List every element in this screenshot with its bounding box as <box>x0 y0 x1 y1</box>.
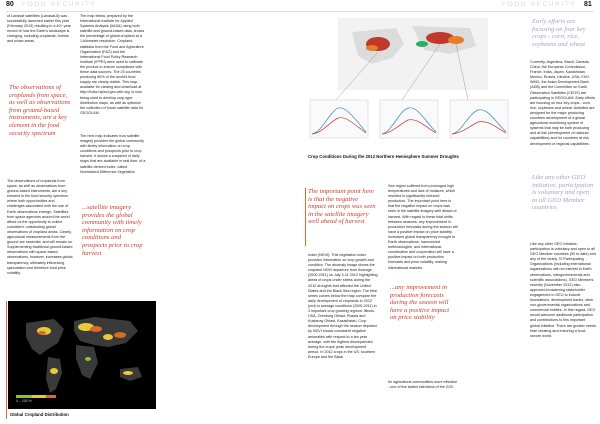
crop-conditions-graphic <box>300 14 522 152</box>
right-pull-quote-top: Early efforts are focusing on four key crops - corn, rice, soybeans and wheat <box>532 18 586 48</box>
map-legend-label: 0 – 100 % <box>16 399 32 403</box>
left-header-title: FOOD SECURITY <box>22 1 97 8</box>
crop-conditions-figure <box>300 14 522 152</box>
map-caption: Global Cropland Distribution <box>10 412 69 417</box>
mid-pull-quote: The important point here is that the negative impact on crops was seen in the satellite imagery well ahead of harvest <box>308 188 376 226</box>
map-accent-bar <box>6 301 7 419</box>
right-header-rule <box>300 11 594 12</box>
mid-right-col: Sea region suffered from prolonged high temperatures and lack of moisture, which resulted in significantly reduced production. The important point here is that the negative impact on crops was seen in the satellite imagery well ahead of harvest. With regard to these tidal shifts between seasons, any improvement in production forecasts during the season will have a positive impact on price stability. Increased global transparency brought to Earth observations, harmonized methodologies, and international coordination and cooperation will have a positive impact on both production forecasts and price volatility, making international markets <box>388 184 458 270</box>
global-cropland-map <box>8 301 156 409</box>
low-pull-quote: ...any improvement in production forecasts during the season will have a positive impact on price stability <box>390 284 450 322</box>
right-header-title: FOOD SECURITY <box>502 1 577 8</box>
mid-right-col-end <box>388 380 458 390</box>
pull-quote-accent-bar <box>305 188 306 246</box>
right-page-number: 81 <box>584 1 592 8</box>
right-col-bottom: Like any other GEO initiative, participation is voluntary and open to all GEO Member countries (90 to date) and any of the nearly 70 Participating Organizations (including international organizations with an interest in Earth observations, intergovernmental and scientific associations). GEO Members recently (November 2012) also approved broadening stakeholder engagement in GEO to include foundations, development banks, other non-governmental organizations and commercial entities. In this regard, GEO would welcome additional participation and contributions to this important global initiative. There are greater needs than creating and ensuring a food-secure world. <box>530 242 596 338</box>
left-pull-quote-1: The observations of croplands from space, as well as observations from ground-based instruments, are a key element in the food security spectrum <box>9 84 71 137</box>
left-pull-quote-2: ...satellite imagery provides the global community with timely information on crop conditions and prospects prior to crop harvest <box>82 204 143 257</box>
left-header-rule <box>6 11 300 12</box>
left-page-number: 80 <box>6 1 14 8</box>
right-pull-quote-right: Like any other GEO initiative, participation is voluntary and open to all GEO Member countries <box>532 174 594 212</box>
left-col2-top: The map below, prepared by the International Institute for Applied Systems Analysis (IIASA) using both satellite and ground-based data, shows the percentage of global cropland at a 1-kilometer resolution. Cropland statistics from the Food and Agriculture Organization (FAO) and the International Food Policy Research Institute (IFPRI) were used to calibrate the product to ensure compliance with these data sources. The 25 countries producing 80% of the world's food supply are clearly visible. This map, available for viewing and download at http://hotia-hybrid.geo-wiki.org, is now being used to develop crop-type distribution maps, as well as optimize the collection of future satellite data for GEOGLAM. <box>80 14 145 115</box>
chart-caption: Crop Conditions During the 2012 Northern Hemisphere Summer Droughts <box>308 154 459 159</box>
mid-right-col-end-text: for agricultural commodities more effective - one of the stated intentions of the G20. <box>388 380 458 390</box>
right-col-top: Currently, Argentina, Brazil, Canada, China, the European Commission, France, India, Japan, Kazakhstan, Mexico, Russia, Ukraine, USA, FAO, WMO, the Asian Development Bank (ADB) and the Committee on Earth Observation Satellites (CEOS) are participating in GEOGLAM. Early efforts are focusing on four key crops - corn, rice, soybeans and wheat. Activities are designed for the major producing countries development of a global agricultural monitoring system of systems that may be both producing and at risk (development of national capabilities) and for countries at risk development of regional capabilities. <box>530 60 596 146</box>
right-page <box>300 0 600 424</box>
world-map-graphic <box>8 301 156 409</box>
left-col1-body: The observations of croplands from space, as well as observations from ground-based instruments, are a key element in the food security spectrum where both opportunities and challenges associated with the use of Earth observations emerge. Satellites from space agencies around the world afford us the opportunity to collect consistent, outstanding global observations of cropland areas. Clearly, agricultural measurements from the ground are essential, and will remain so. Supplementing traditional ground-based observations with space-based observations, however, increases global transparency, ultimately influencing speculation and therefore food price volatility. <box>7 179 74 275</box>
left-col1-top: of Landsat satellites (Landsat-8) was successfully launched earlier this year (February 2013) resulting in a 40+ year record of how the Earth's landscape is changing, including croplands, forests and urban areas. <box>7 14 71 44</box>
mid-left-col: Index (NDVI). This vegetation index provides information on crop growth and condition. The anomaly image shows the cropland NDVI departure from Average (2000-2011) on July 3-11 2012 highlighting areas of crops under stress during the 2012 droughts that affected the United States and the Black Sea region. The time series curves below the map compare the daily development of croplands in 2012 (red) to average conditions (2000-2011) in 3 important crop growing regions: Illinois, USA, Orenburg Oblast, Russia and Kostanay Oblast, Kazakhstan. Crop development through the season depicted by NDVI shows consistent negative anomalies with respect to a ten year average, with the highest discrepancies during the crops' peak development period. In 2012 crops in the US, southern Europe and the Black <box>308 253 378 359</box>
left-col2-mid: The next map indicates how satellite imagery provides the global community with timely information on crop conditions and prospects prior to crop harvest. It shows a snapshot of daily maps that are available in real time, of a satellite derived index, called Normalized Difference Vegetation <box>80 134 146 174</box>
